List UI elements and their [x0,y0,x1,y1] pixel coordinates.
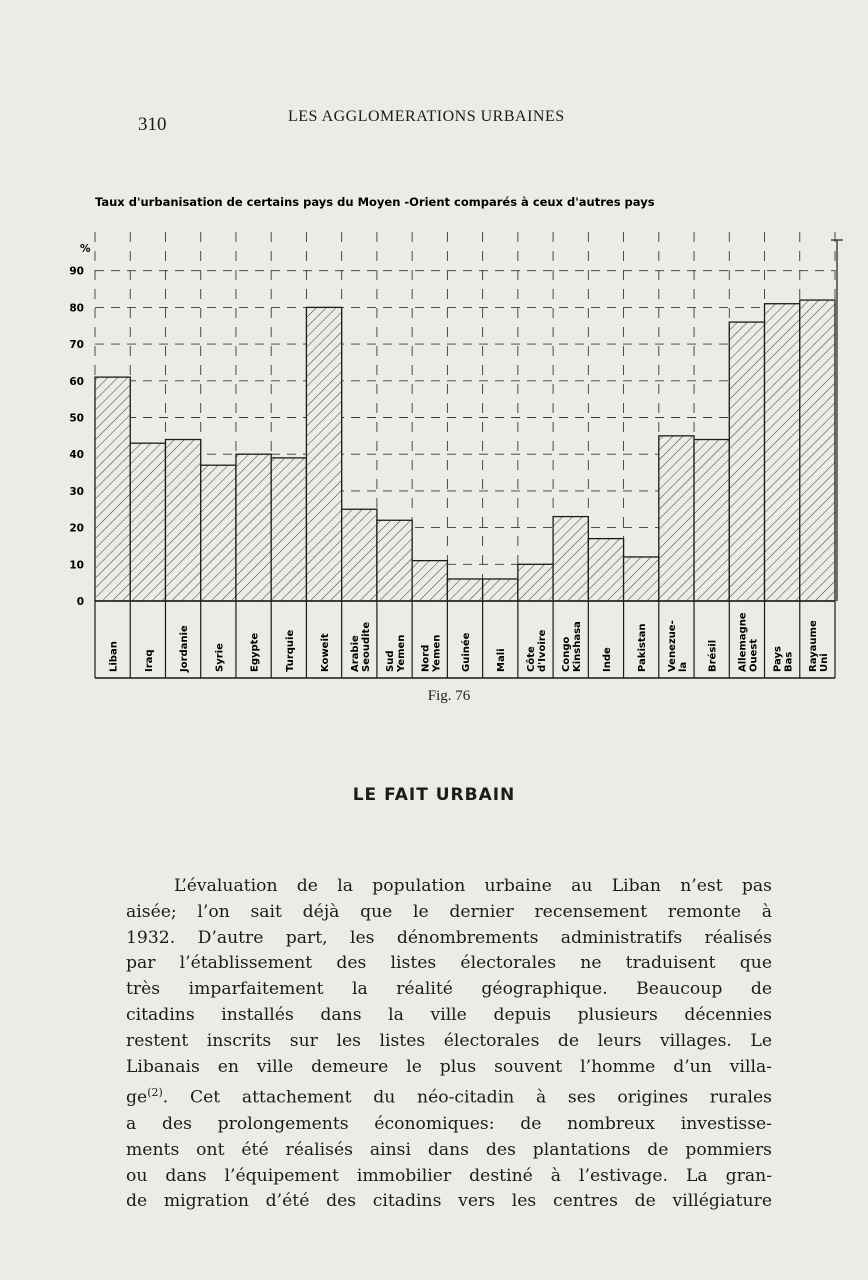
y-unit-label: % [80,243,91,255]
y-tick-label: 80 [69,302,84,315]
body-line: très imparfaitement la réalité géographique. Beaucoup de [126,979,772,1000]
bar [412,561,447,601]
category-label: Turquie [284,629,296,672]
bar [95,377,130,601]
category-label: Pays [772,646,784,672]
bar [342,509,377,601]
y-tick-label: 90 [69,265,84,278]
category-label: Jordanie [179,625,191,672]
body-line: par l’établissement des listes électorales ne traduisent que [126,953,772,974]
body-line-rest: . Cet attachement du néo-citadin à ses origines rurales [162,1088,772,1109]
category-label: Uni [818,653,830,672]
bar [236,454,271,601]
y-tick-label: 30 [69,485,84,498]
body-line: ments ont été réalisés ainsi dans des plantations de pommiers [126,1139,772,1160]
chart-title: Taux d'urbanisation de certains pays du Moyen -Orient comparés à ceux d'autres pays [95,195,655,209]
category-label: Allemagne [737,612,749,672]
figure-caption: Fig. 76 [427,688,471,704]
category-label: Egypte [249,632,261,672]
bar [729,322,764,601]
body-line [126,1080,772,1112]
category-label: Nord [420,644,432,672]
category-label: Guinée [461,632,472,672]
y-tick-label: 70 [69,339,84,352]
bar [483,579,518,601]
category-label: Liban [108,641,120,672]
body-line: L’évaluation de la population urbaine au Liban n’est pas [174,876,772,896]
category-label: Kinshasa [572,621,584,672]
body-paragraph [126,874,772,1215]
section-heading: LE FAIT URBAIN [352,785,516,805]
category-label: Bas [783,651,795,672]
y-tick-label: 50 [69,412,84,425]
category-label: Yemen [396,634,408,672]
bar [377,520,412,601]
category-label: Venezue- [666,620,678,672]
category-label: Inde [601,647,613,672]
category-label: d'Ivoire [536,629,548,672]
category-label: Yemen [431,634,443,672]
category-label: la [677,661,689,672]
body-line: a des prolongements économiques: de nombreux investisse- [126,1113,772,1134]
body-line: ou dans l’équipement immobilier destiné à l’estivage. La gran- [126,1165,772,1186]
bar [624,557,659,601]
body-line: Libanais en ville demeure le plus souvent l’homme d’un villa- [126,1056,772,1077]
category-label: Rayaume [807,620,819,672]
body-line: aisée; l’on sait déjà que le dernier recensement remonte à [126,901,772,922]
bar [165,440,200,601]
category-label: Congo [561,636,573,672]
y-tick-label: 0 [76,596,84,608]
bar [694,440,729,601]
bar [553,517,588,601]
bar [518,564,553,601]
chart-bars [95,300,835,601]
body-line: restent inscrits sur les listes électorales de leurs villages. Le [126,1030,772,1051]
category-label: Koweit [320,633,332,672]
page-number: 310 [138,114,167,135]
bar [306,307,341,601]
bar [659,436,694,601]
bar [271,458,306,601]
body-line: 1932. D’autre part, les dénombrements administratifs réalisés [126,927,772,948]
category-label: Iraq [143,649,155,672]
category-label: Ouest [748,638,760,672]
y-tick-label: 60 [69,375,84,388]
category-label: Brésil [707,639,719,672]
bar [447,579,482,601]
bar [800,300,835,601]
bar [201,465,236,601]
category-label: Sud [385,650,397,672]
category-label: Seoudite [360,621,372,672]
category-label: Pakistan [637,623,649,672]
body-line-start: ge [126,1088,148,1109]
category-label: Mali [496,648,508,672]
bar [588,539,623,601]
y-tick-label: 40 [69,449,84,462]
bar [765,304,800,601]
body-line: de migration d’été des citadins vers les centres de villégiature [126,1191,772,1212]
chart-y-axis [69,243,91,608]
chart-category-labels [95,601,835,678]
bar [130,443,165,601]
y-tick-label: 10 [69,559,84,572]
y-tick-label: 20 [69,522,84,535]
category-label: Syrie [214,643,226,672]
body-line: citadins installés dans la ville depuis plusieurs décennies [126,1004,772,1025]
category-label: Arabie [349,635,361,672]
category-label: Côte [525,646,537,672]
running-head: LES AGGLOMERATIONS URBAINES [288,108,565,125]
footnote-reference: (2) [147,1086,163,1100]
